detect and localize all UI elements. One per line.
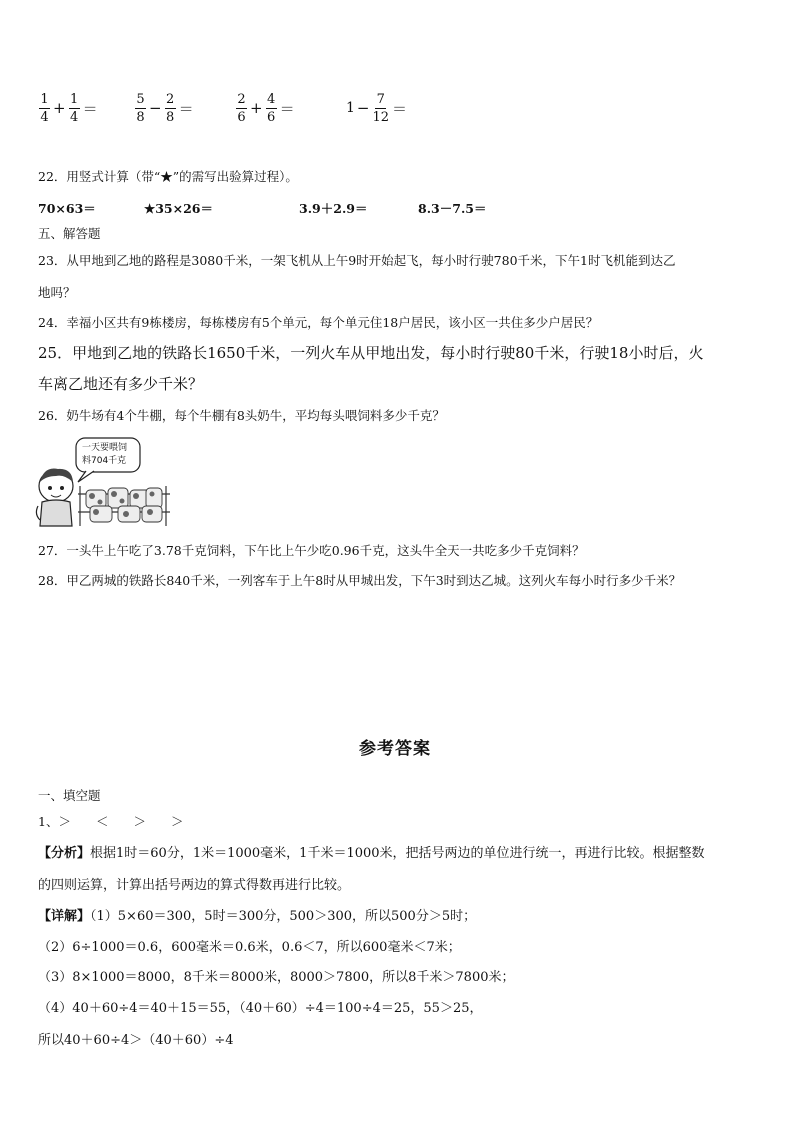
- operator: +: [250, 99, 263, 117]
- fraction-expression-2: [134, 86, 196, 130]
- equals-sign: ＝: [82, 99, 98, 118]
- answer-1: 1、＞ ＜ ＞ ＞: [38, 814, 184, 829]
- detail-line-2: （2）6÷1000＝0.6，600毫米＝0.6米，0.6＜7，所以600毫米＜7米；: [38, 940, 461, 955]
- question-22: 22．用竖式计算（带“★”的需写出验算过程）。: [38, 169, 298, 184]
- denominator: 6: [266, 109, 276, 125]
- cow-feeding-illustration: [34, 436, 174, 528]
- analysis-label: 【分析】: [38, 846, 91, 861]
- detail-line-3: （3）8×1000＝8000，8千米＝8000米，8000＞7800，所以8千米＞7800米；: [38, 970, 515, 985]
- equals-sign: ＝: [279, 99, 295, 118]
- denominator: 4: [40, 109, 49, 125]
- section-heading-5: 五、解答题: [38, 226, 101, 241]
- equals-sign: ＝: [178, 99, 194, 118]
- denominator: 4: [69, 109, 79, 125]
- question-26: 26．奶牛场有4个牛棚，每个牛棚有8头奶牛，平均每头喂饲料多少千克？: [38, 408, 445, 423]
- operator: −: [356, 99, 370, 117]
- analysis-line-1: [38, 842, 705, 861]
- numerator: 4: [266, 91, 276, 107]
- q22-item-1: 70×63＝: [38, 201, 96, 216]
- q22-item-4: 8.3－7.5＝: [418, 201, 487, 216]
- fraction: [165, 93, 176, 124]
- question-24: 24．幸福小区共有9栋楼房，每栋楼房有5个单元，每个单元住18户居民，该小区一共住多少户居民？: [38, 315, 599, 330]
- denominator: 6: [237, 109, 246, 125]
- fraction: [69, 93, 80, 124]
- question-27: 27．一头牛上午吃了3.78千克饲料，下午比上午少吃0.96千克，这头牛全天一共吃多少千克饲料？: [38, 543, 585, 558]
- q22-item-2: ★35×26＝: [144, 201, 213, 216]
- speech-line-1: 一天要喂饲: [82, 443, 128, 453]
- numerator: 2: [165, 91, 175, 107]
- detail-line-4: （4）40＋60÷4＝40＋15＝55，（40＋60）÷4＝100÷4＝25，55＞25，: [38, 1001, 483, 1016]
- question-25-line-2: 车离乙地还有多少千米？: [38, 375, 204, 393]
- operator: −: [149, 99, 162, 117]
- question-28: 28．甲乙两城的铁路长840千米，一列客车于上午8时从甲城出发，下午3时到达乙城。这列火车每小时行多少千米？: [38, 573, 682, 588]
- answer-section-1: 一、填空题: [38, 788, 101, 803]
- fraction-expression-4: [346, 86, 409, 130]
- detail-line-5: 所以40＋60÷4＞（40＋60）÷4: [38, 1033, 234, 1048]
- detail-text: （1）5×60＝300，5时＝300分，500＞300，所以500分＞5时；: [90, 909, 477, 924]
- speech-line-2: 料704千克: [82, 456, 127, 466]
- numerator: 7: [376, 91, 385, 107]
- numerator: 1: [69, 91, 79, 107]
- detail-line-1: [38, 905, 476, 924]
- detail-label: 【详解】: [38, 909, 91, 924]
- denominator: 8: [136, 109, 145, 125]
- fraction-expression-3: [235, 86, 297, 130]
- question-23-line-2: 地吗？: [38, 285, 76, 300]
- fraction: [236, 93, 247, 124]
- operator: +: [53, 99, 66, 117]
- equals-sign: ＝: [392, 99, 408, 118]
- denominator: 8: [165, 109, 175, 125]
- whole-number: 1: [346, 100, 355, 116]
- fraction: [266, 93, 277, 124]
- answer-title: 参考答案: [359, 739, 431, 759]
- fraction: [373, 93, 390, 124]
- fraction-expression-1: [38, 86, 100, 130]
- q22-item-3: 3.9＋2.9＝: [299, 201, 368, 216]
- fraction: [135, 93, 146, 124]
- analysis-line-2: 的四则运算，计算出括号两边的算式得数再进行比较。: [38, 878, 351, 893]
- denominator: 12: [372, 109, 390, 125]
- speech-bubble-text: [82, 442, 127, 468]
- fraction: [39, 93, 50, 124]
- question-23-line-1: 23．从甲地到乙地的路程是3080千米，一架飞机从上午9时开始起飞，每小时行驶780千米，下午1时飞机能到达乙: [38, 253, 676, 268]
- numerator: 5: [136, 91, 145, 107]
- numerator: 2: [237, 91, 246, 107]
- question-25-line-1: 25．甲地到乙地的铁路长1650千米，一列火车从甲地出发，每小时行驶80千米，行驶18小时后，火: [38, 344, 704, 362]
- numerator: 1: [40, 91, 49, 107]
- analysis-text: 根据1时＝60分，1米＝1000毫米，1千米＝1000米，把括号两边的单位进行统一，再进行比较。根据整数: [90, 846, 705, 861]
